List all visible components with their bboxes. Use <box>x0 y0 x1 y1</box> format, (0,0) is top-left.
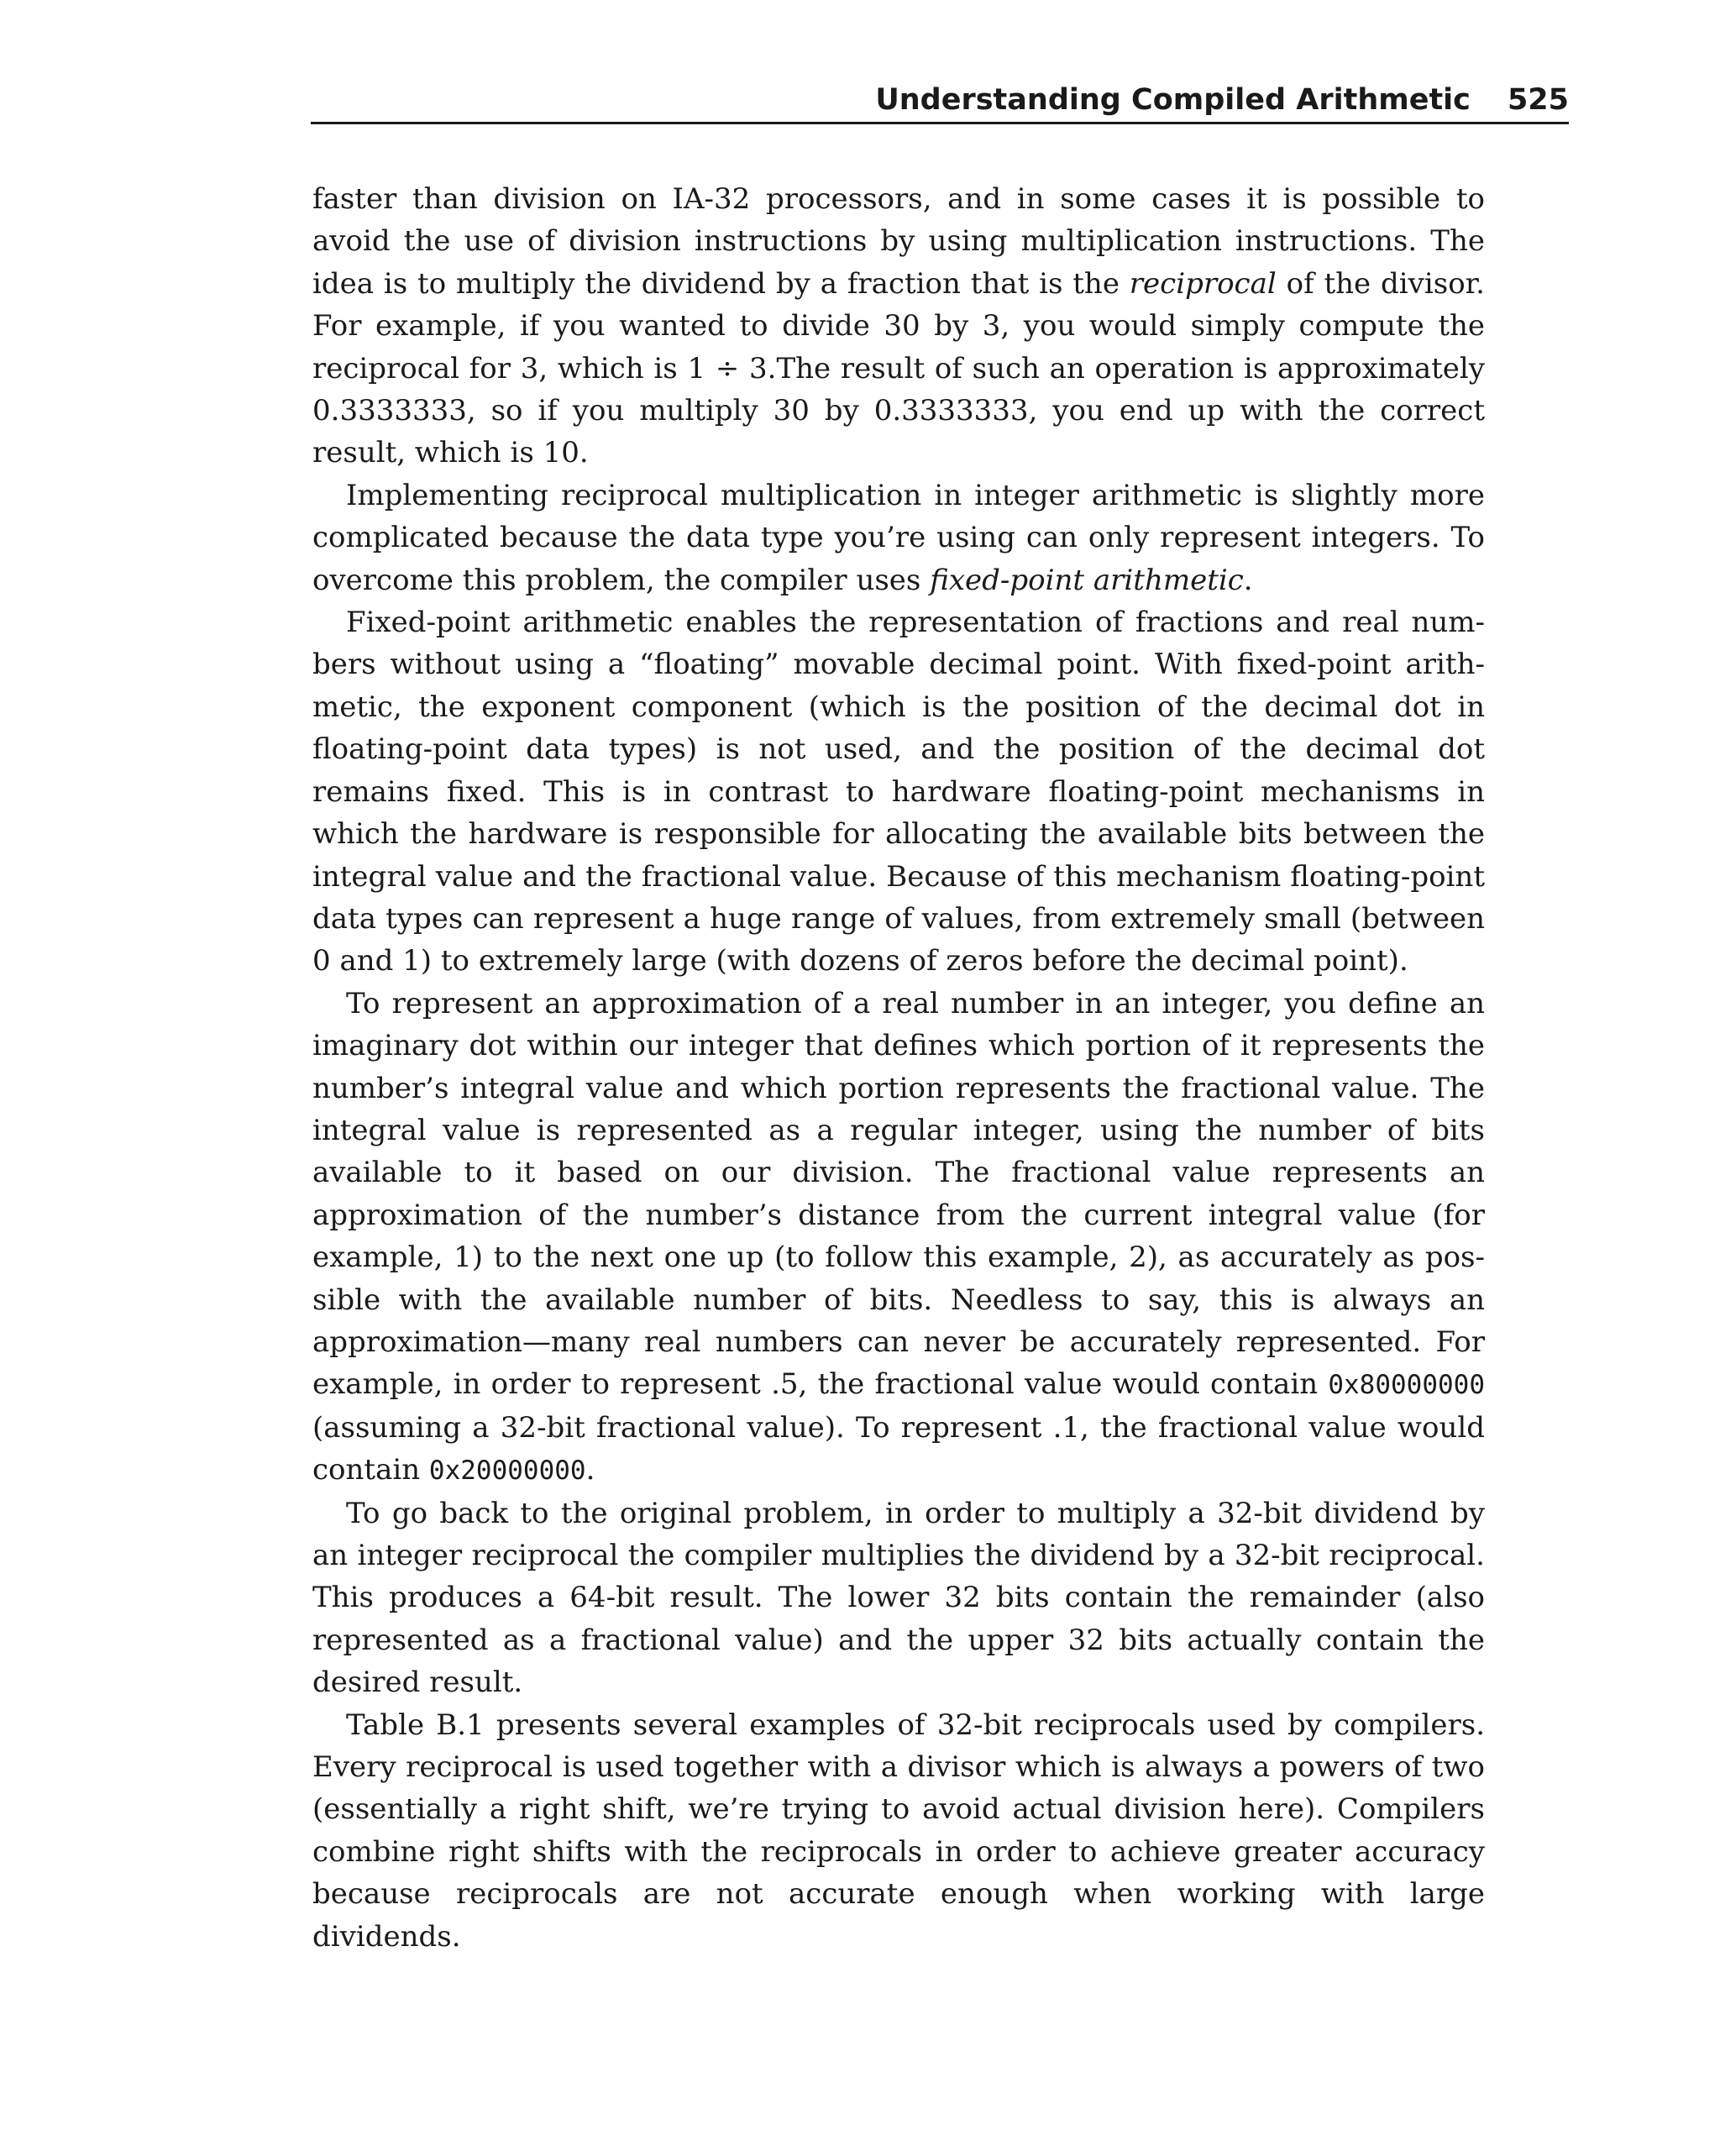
emphasis-fixed-point: fixed-point arithmetic <box>930 563 1244 597</box>
paragraph-4: To represent an approximation of a real number in an integer, you define an imaginary dot within our integer that defines which portion of it represents the number’s integral value and which portion represents the fractional value. The integral value is represented as a regular integer, using the number of bits available to it based on our division. The fractional value represents an approximation of the number’s distance from the current integral value (for example, 1) to the next one up (to follow this example, 2), as accurately as possible with the available number of bits. Needless to say, this is always an approximation—many real numbers can never be accurately represented. For example, in order to represent .5, the fractional value would contain 0x80000000 (assuming a 32-bit fractional value). To represent .1, the fractional value would contain 0x20000000. <box>312 986 1485 1487</box>
paragraph-5: To go back to the original problem, in order to multiply a 32-bit dividend by an integer reciprocal the compiler multiplies the dividend by a 32-bit reciprocal. This produces a 64-bit result. The lower 32 bits contain the remainder (also represented as a fractional value) and the upper 32 bits actually contain the desired result. <box>312 1496 1485 1700</box>
emphasis-reciprocal: reciprocal <box>1129 266 1277 301</box>
paragraph-2: Implementing reciprocal multiplication in integer arithmetic is slightly more complicated because the data type you’re using can only represent integers. To overcome this problem, the compiler uses fixed-point arithmetic. <box>312 478 1485 597</box>
chapter-title: Understanding Compiled Arithmetic <box>875 83 1471 117</box>
paragraph-1: faster than division on IA-32 processors, and in some cases it is possible to avoid the use of division instructions by using multiplication instructions. The idea is to multiply the dividend by a fraction that is the reciprocal of the divisor. For example, if you wanted to divide 30 by 3, you would simply compute the reciprocal for 3, which is 1 ÷ 3.The result of such an operation is approximately 0.3333333, so if you multiply 30 by 0.3333333, you end up with the correct result, which is 10. <box>312 182 1485 470</box>
page-number: 525 <box>1507 83 1569 117</box>
code-hex-half: 0x80000000 <box>1328 1370 1485 1401</box>
body-text <box>312 178 1485 1958</box>
code-hex-tenth: 0x20000000 <box>428 1456 586 1487</box>
running-header <box>311 81 1569 124</box>
paragraph-6: Table B.1 presents several examples of 32-bit reciprocals used by compilers. Every reciprocal is used together with a divisor which is always a powers of two (essentially a right shift, we’re trying to avoid actual division here). Compilers combine right shifts with the reciprocals in order to achieve greater accuracy because reciprocals are not accurate enough when working with large dividends. <box>312 1707 1485 1954</box>
paragraph-3: Fixed-point arithmetic enables the representation of fractions and real numbers without using a “floating” movable decimal point. With fixed-point arithmetic, the exponent component (which is the position of the decimal dot in floating-point data types) is not used, and the position of the decimal dot remains fixed. This is in contrast to hardware floating-point mechanisms in which the hardware is responsible for allocating the available bits between the integral value and the fractional value. Because of this mechanism floating-point data types can represent a huge range of values, from extremely small (between 0 and 1) to extremely large (with dozens of zeros before the decimal point). <box>312 606 1485 978</box>
